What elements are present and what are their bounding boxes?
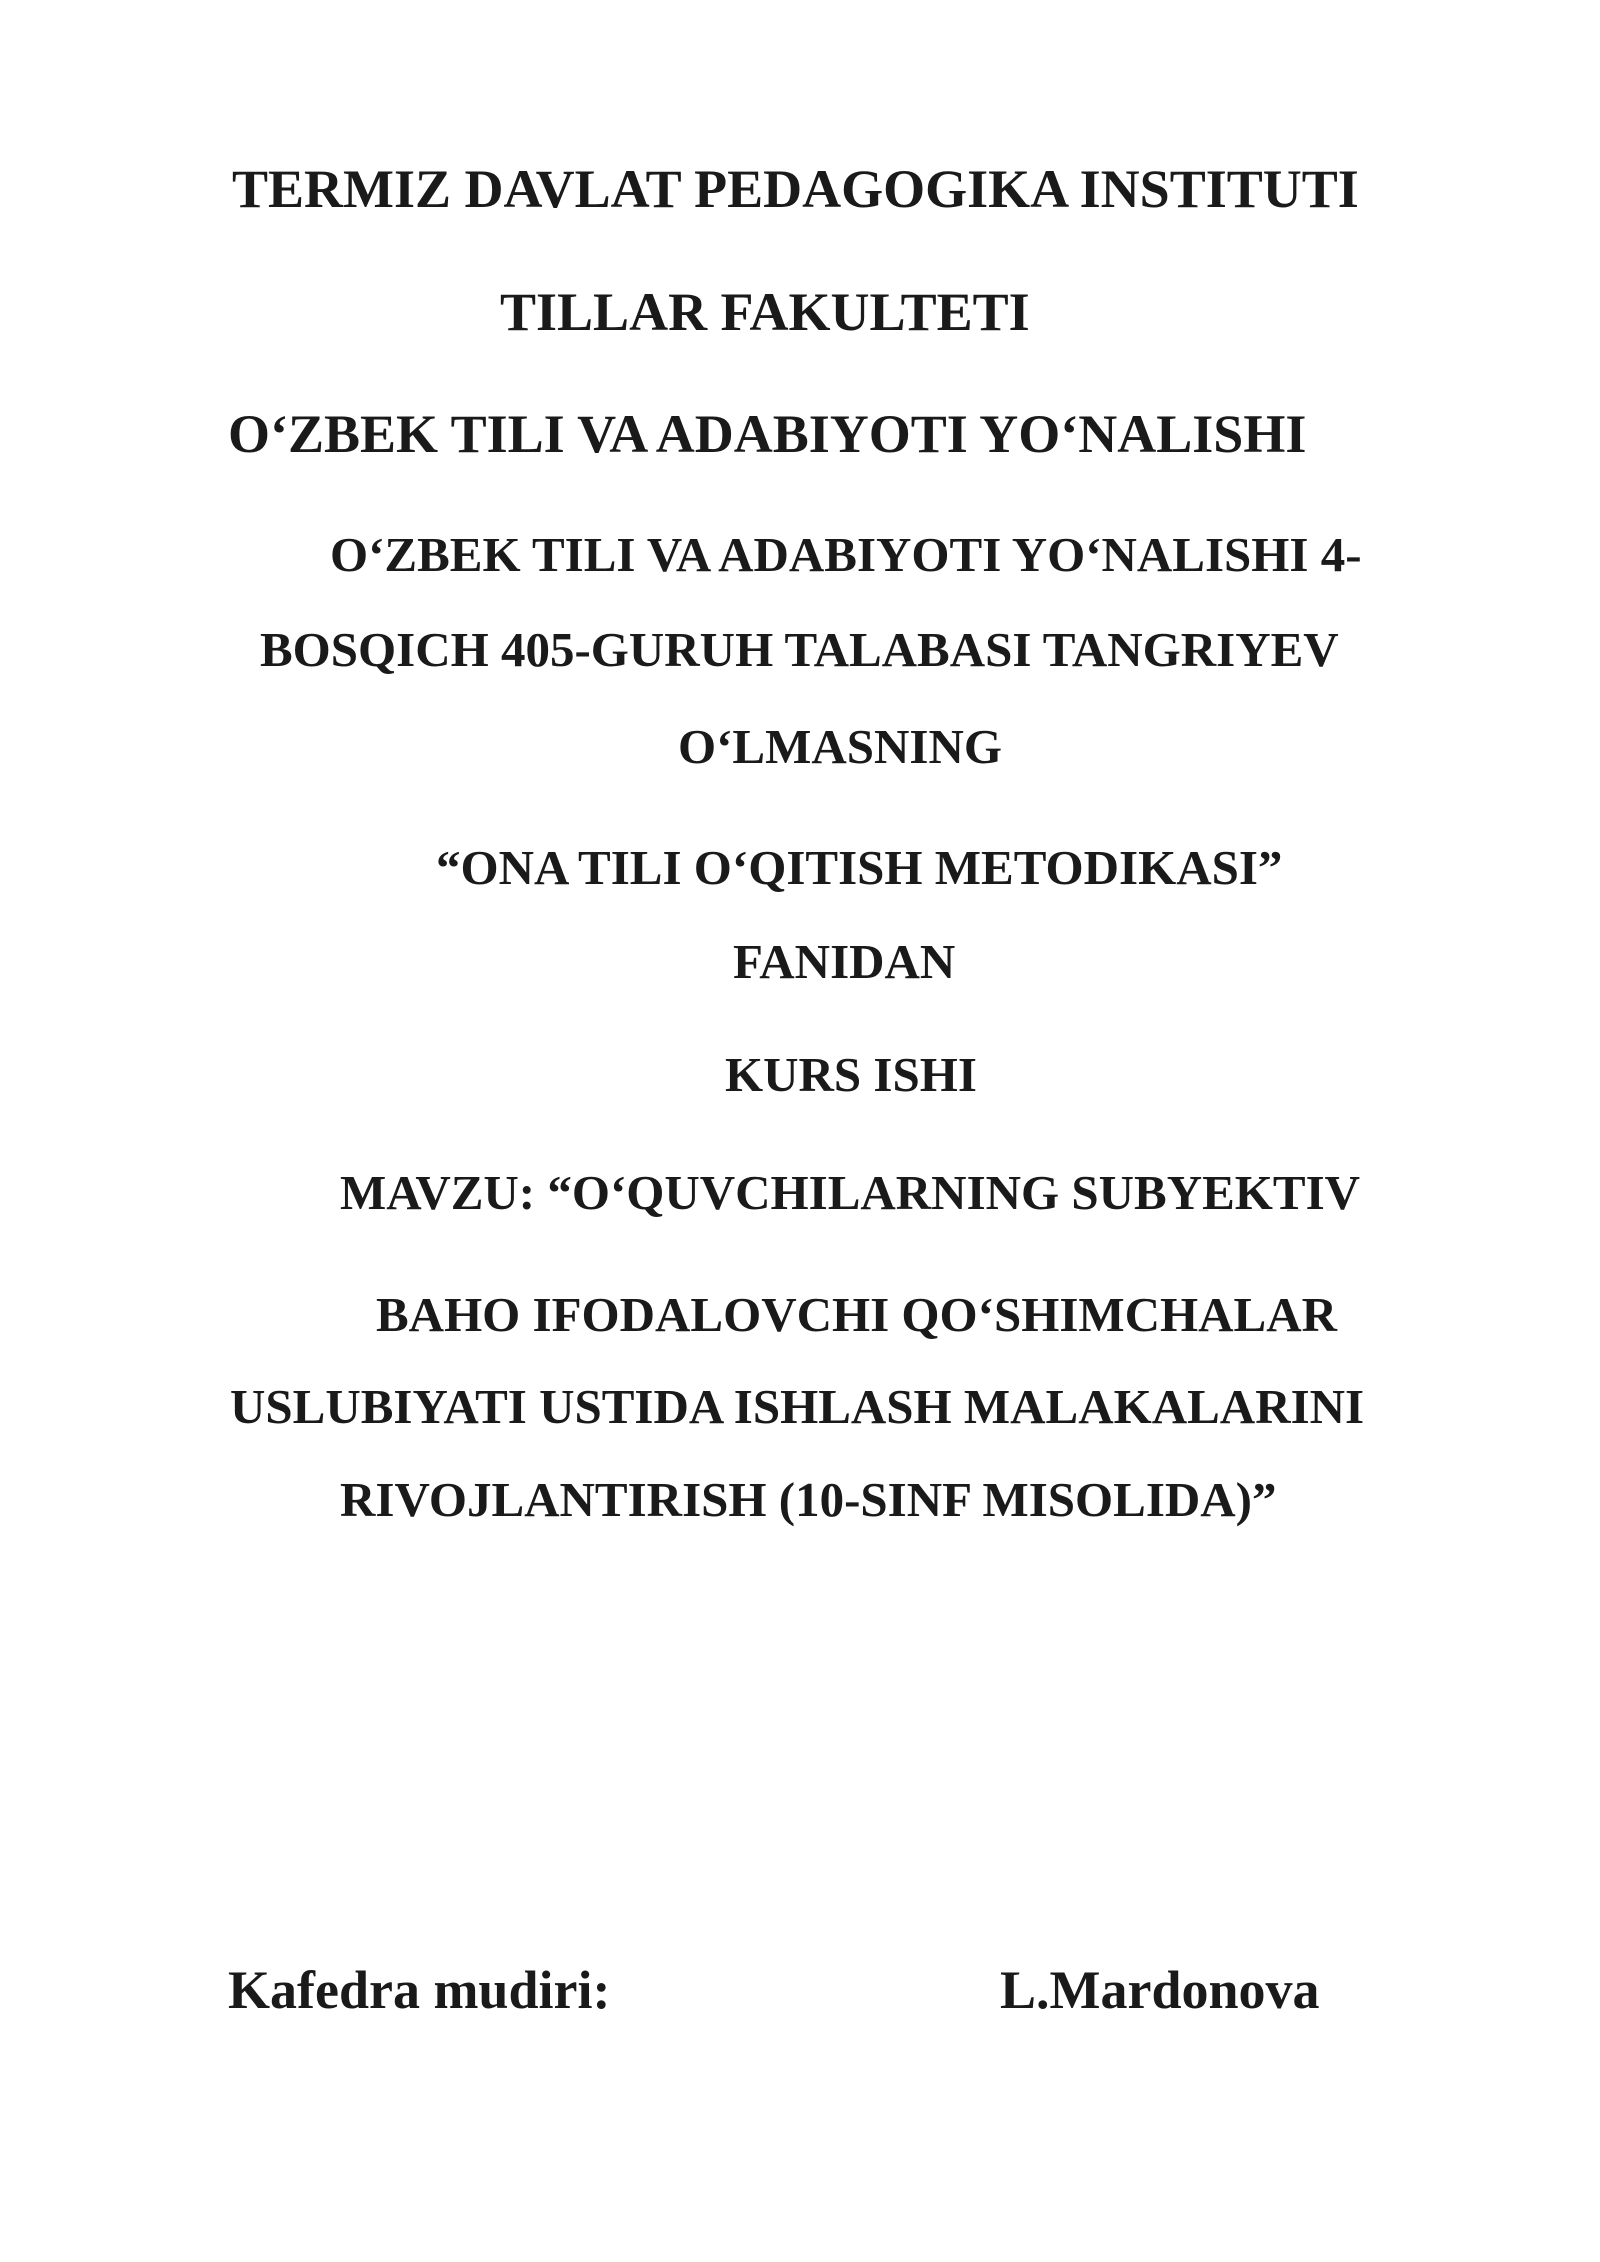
student-line-2: BOSQICH 405-GURUH TALABASI TANGRIYEV xyxy=(260,622,1339,677)
work-type: KURS ISHI xyxy=(725,1047,977,1102)
subject-line-1: “ONA TILI O‘QITISH METODIKASI” xyxy=(436,840,1283,895)
faculty-name: TILLAR FAKULTETI xyxy=(500,282,1030,342)
topic-line-2: BAHO IFODALOVCHI QO‘SHIMCHALAR xyxy=(376,1287,1338,1342)
signature-role: Kafedra mudiri: xyxy=(228,1960,611,2020)
institute-name: TERMIZ DAVLAT PEDAGOGIKA INSTITUTI xyxy=(232,159,1359,219)
subject-line-2: FANIDAN xyxy=(733,934,956,989)
topic-line-3: USLUBIYATI USTIDA ISHLASH MALAKALARINI xyxy=(230,1379,1365,1434)
signature-name: L.Mardonova xyxy=(1000,1960,1320,2020)
topic-line-1: MAVZU: “O‘QUVCHILARNING SUBYEKTIV xyxy=(340,1165,1361,1220)
direction-name: O‘ZBEK TILI VA ADABIYOTI YO‘NALISHI xyxy=(228,404,1307,464)
topic-line-4: RIVOJLANTIRISH (10-SINF MISOLIDA)” xyxy=(340,1472,1277,1527)
student-line-3: O‘LMASNING xyxy=(678,719,1002,774)
student-line-1: O‘ZBEK TILI VA ADABIYOTI YO‘NALISHI 4- xyxy=(330,527,1362,582)
